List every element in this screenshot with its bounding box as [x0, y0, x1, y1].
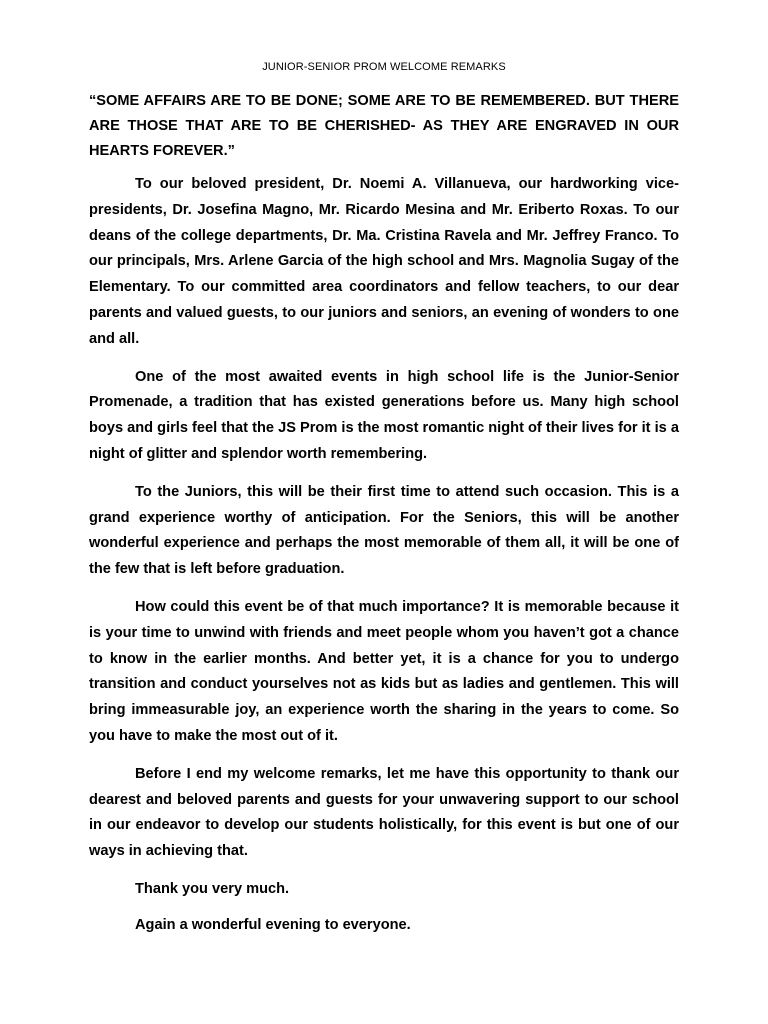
closing-thank-you: Thank you very much.: [135, 880, 290, 897]
paragraph-juniors-seniors: To the Juniors, this will be their first time to attend such occasion. This is a grand experience worthy of anticipation. For the Seniors, this will be another wonderful experience and perhaps the most memorable of them all, it will be one of the few that is left before graduation.: [89, 483, 679, 578]
paragraph-prom-tradition: One of the most awaited events in high school life is the Junior-Senior Promenade, a tradition that has existed generations before us. Many high school boys and girls feel that the JS Prom is the most romantic night of their lives for it is a night of glitter and splendor worth remembering.: [89, 368, 679, 462]
closing-wish: Again a wonderful evening to everyone.: [135, 916, 411, 933]
paragraph-importance: How could this event be of that much importance? It is memorable because it is your time to unwind with friends and meet people whom you haven’t got a chance to know in the earlier months. And better yet, it is a chance for you to undergo transition and conduct yourselves not as kids but as ladies and gentlemen. This will bring immeasurable joy, an experience worth the sharing in the years to come. So you have to make the most out of it.: [89, 598, 679, 744]
paragraph-greetings: To our beloved president, Dr. Noemi A. Villanueva, our hardworking vice-presidents, Dr. Josefina Magno, Mr. Ricardo Mesina and Mr. Eriberto Roxas. To our deans of the college departments, Dr. Ma. Cristina Ravela and Mr. Jeffrey Franco. To our principals, Mrs. Arlene Garcia of the high school and Mrs. Magnolia Sugay of the Elementary. To our committed area coordinators and fellow teachers, to our dear parents and valued guests, to our juniors and seniors, an evening of wonders to one and all.: [89, 176, 679, 347]
document-title: JUNIOR-SENIOR PROM WELCOME REMARKS: [262, 61, 506, 73]
epigraph-quote: “SOME AFFAIRS ARE TO BE DONE; SOME ARE TO BE REMEMBERED. BUT THERE ARE THOSE THAT ARE TO BE CHERISHED- AS THEY ARE ENGRAVED IN OUR HEARTS FOREVER.”: [89, 93, 679, 159]
paragraph-thanks-parents: Before I end my welcome remarks, let me have this opportunity to thank our dearest and beloved parents and guests for your unwavering support to our school in our endeavor to develop our students holistically, for this event is but one of our ways in achieving that.: [89, 765, 679, 860]
